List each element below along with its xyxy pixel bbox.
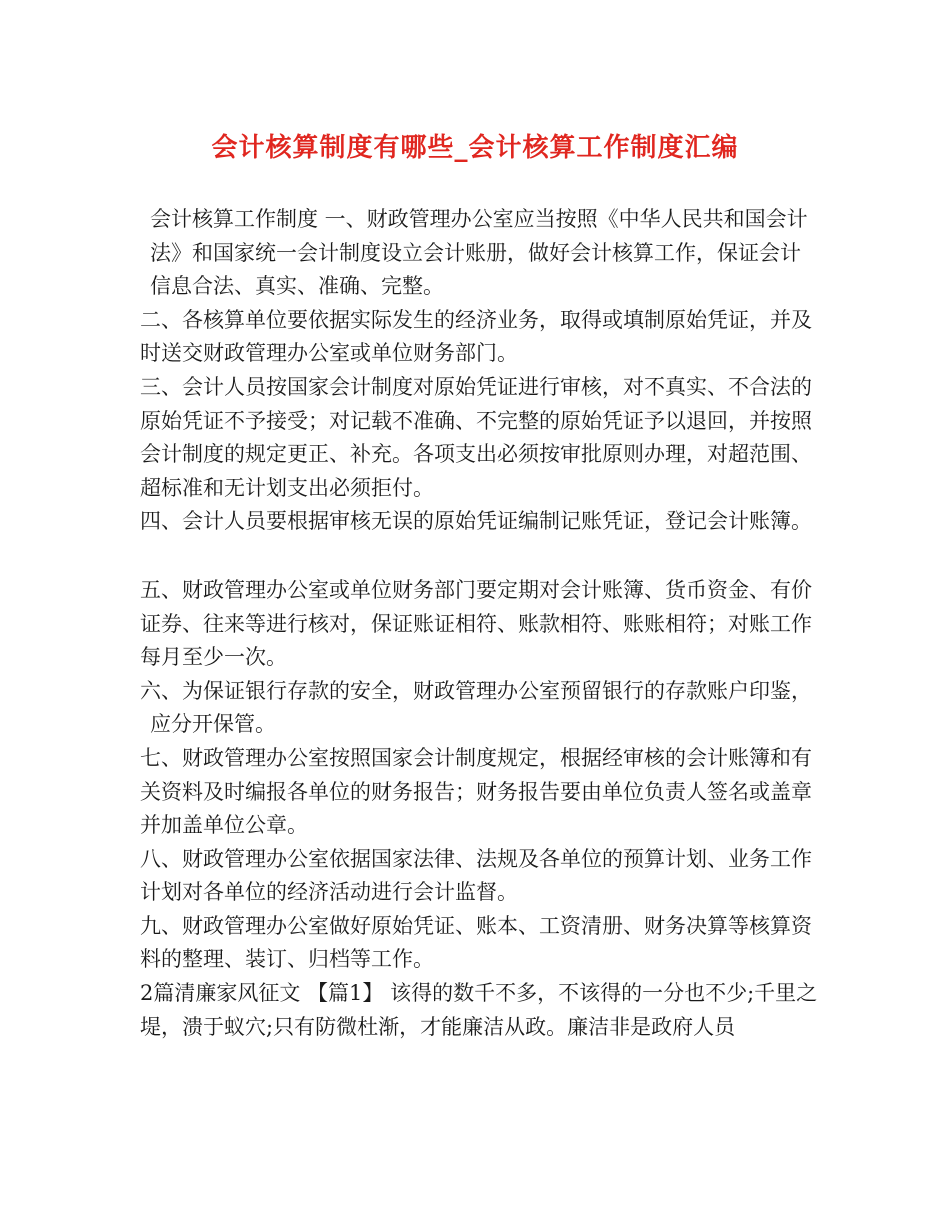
- paragraph-4: 四、会计人员要根据审核无误的原始凭证编制记账凭证，登记会计账簿。: [140, 509, 812, 534]
- paragraph-gap: [140, 539, 820, 574]
- paragraph-6: 六、为保证银行存款的安全，财政管理办公室预留银行的存款账户印鉴，: [140, 678, 812, 703]
- paragraph-9: 九、财政管理办公室做好原始凭证、账本、工资清册、财务决算等核算资料的整理、装订、归档等工作。: [140, 913, 812, 972]
- paragraph-8: 八、财政管理办公室依据国家法律、法规及各单位的预算计划、业务工作计划对各单位的经济活动进行会计监督。: [140, 846, 812, 905]
- document-title: 会计核算制度有哪些_会计核算工作制度汇编: [211, 133, 739, 163]
- paragraph-7: 七、财政管理办公室按照国家会计制度规定，根据经审核的会计账簿和有关资料及时编报各单位的财务报告；财务报告要由单位负责人签名或盖章并加盖单位公章。: [140, 745, 812, 838]
- paragraph-5: 五、财政管理办公室或单位财务部门要定期对会计账簿、货币资金、有价证券、往来等进行核对，保证账证相符、账款相符、账账相符；对账工作每月至少一次。: [140, 577, 812, 670]
- paragraph-3: 三、会计人员按国家会计制度对原始凭证进行审核，对不真实、不合法的原始凭证不予接受；对记载不准确、不完整的原始凭证予以退回，并按照会计制度的规定更正、补充。各项支出必须按审批原则办理，对超范围、超标准和无计划支出必须拒付。: [140, 374, 812, 500]
- paragraph-essay: 2篇清廉家风征文 【篇1】 该得的数千不多，不该得的一分也不少;千里之堤，溃于蚁穴;只有防微杜渐，才能廉洁从政。廉洁非是政府人员: [140, 981, 818, 1039]
- paragraph-2: 二、各核算单位要依据实际发生的经济业务，取得或填制原始凭证，并及时送交财政管理办公室或单位财务部门。: [140, 307, 812, 366]
- document-body: [140, 203, 820, 1044]
- paragraph-intro: 会计核算工作制度 一、财政管理办公室应当按照《中华人民共和国会计法》和国家统一会计制度设立会计账册，做好会计核算工作，保证会计信息合法、真实、准确、完整。: [150, 207, 808, 299]
- paragraph-6-continued: 应分开保管。: [150, 712, 276, 737]
